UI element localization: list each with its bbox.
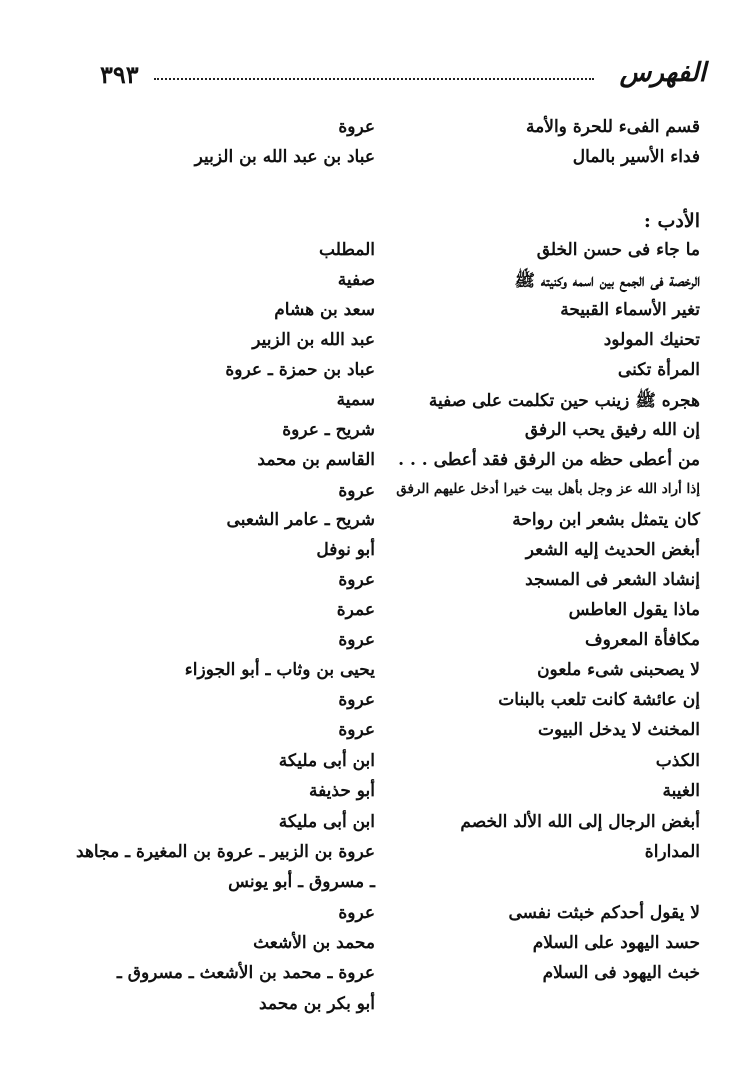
index-row: [60, 360, 700, 390]
index-row: [60, 720, 700, 750]
topic: ماذا يقول العاطس: [568, 600, 700, 620]
narrator: القاسم بن محمد: [257, 450, 375, 470]
index-row: [60, 240, 700, 270]
topic: الرخصة فى الجمع بين اسمه وكنيته ﷺ: [514, 271, 700, 291]
narrator: عروة: [338, 903, 375, 923]
section-heading-row: [60, 210, 700, 240]
index-row: [60, 330, 700, 360]
index-row: [60, 570, 700, 600]
topic: أبغض الحديث إليه الشعر: [525, 540, 700, 560]
topic: المرأة تكنى: [617, 360, 700, 380]
index-row: [60, 660, 700, 690]
topic: لا يقول أحدكم خبثت نفسى: [508, 903, 700, 923]
topic: تغير الأسماء القبيحة: [560, 300, 700, 320]
page-header: [100, 58, 706, 92]
topic: المخنث لا يدخل البيوت: [538, 720, 700, 740]
index-row: [60, 300, 700, 330]
narrator: المطلب: [319, 240, 375, 260]
topic: المداراة: [644, 842, 700, 862]
index-row: [60, 420, 700, 450]
topic: لا يصحبنى شىء ملعون: [537, 660, 700, 680]
narrator: سعد بن هشام: [274, 300, 375, 320]
index-row: [60, 630, 700, 660]
topic: إن عائشة كانت تلعب بالبنات: [498, 690, 700, 710]
narrator: عبد الله بن الزبير: [252, 330, 375, 350]
topic: إنشاد الشعر فى المسجد: [525, 570, 700, 590]
index-row: [60, 751, 700, 781]
index-row: [60, 147, 700, 177]
narrator: محمد بن الأشعث: [253, 933, 375, 953]
index-row: [60, 390, 700, 420]
index-row: [60, 872, 700, 902]
index-row: [60, 481, 700, 511]
index-row: [60, 903, 700, 933]
narrator: عباد بن حمزة ـ عروة: [225, 360, 375, 380]
section-heading: الأدب :: [643, 210, 700, 232]
narrator: عروة: [338, 630, 375, 650]
topic: من أعطى حظه من الرفق فقد أعطى . . .: [398, 450, 700, 470]
topic: كان يتمثل بشعر ابن رواحة: [512, 510, 700, 530]
topic: حسد اليهود على السلام: [532, 933, 700, 953]
topic: قسم الفىء للحرة والأمة: [526, 117, 700, 137]
narrator: عروة ـ محمد بن الأشعث ـ مسروق ـ: [116, 963, 375, 983]
narrator: أبو بكر بن محمد: [259, 994, 375, 1014]
index-row: [60, 933, 700, 963]
header-dotted-rule: [154, 78, 594, 80]
index-row: [60, 270, 700, 300]
topic: تحنيك المولود: [603, 330, 700, 350]
narrator: شريح ـ عامر الشعبى: [226, 510, 375, 530]
narrator: عروة: [338, 117, 375, 137]
narrator: شريح ـ عروة: [282, 420, 375, 440]
narrator: ابن أبى مليكة: [278, 812, 375, 832]
narrator: ـ مسروق ـ أبو يونس: [228, 872, 375, 892]
narrator: أبو حذيفة: [308, 781, 375, 801]
narrator: عباد بن عبد الله بن الزبير: [194, 147, 375, 167]
narrator: ابن أبى مليكة: [278, 751, 375, 771]
index-row: [60, 994, 700, 1024]
narrator: صفية: [337, 270, 375, 290]
index-row: [60, 963, 700, 993]
page-title: الفهرس: [619, 58, 706, 88]
narrator: عروة: [338, 481, 375, 501]
topic: مكافأة المعروف: [585, 630, 700, 650]
topic: الكذب: [655, 751, 700, 771]
index-row: [60, 450, 700, 480]
index-row: [60, 842, 700, 872]
index-row: [60, 690, 700, 720]
topic: إن الله رفيق يحب الرفق: [524, 420, 700, 440]
narrator: عمرة: [336, 600, 375, 620]
index-row: [60, 600, 700, 630]
index-row: [60, 510, 700, 540]
narrator: سمية: [336, 390, 375, 410]
topic: هجره ﷺ زينب حين تكلمت على صفية: [428, 391, 700, 411]
index-row: [60, 540, 700, 570]
topic: ما جاء فى حسن الخلق: [536, 240, 700, 260]
topic: الغيبة: [662, 781, 700, 801]
narrator: عروة: [338, 570, 375, 590]
topic: خبث اليهود فى السلام: [542, 963, 700, 983]
narrator: عروة: [338, 720, 375, 740]
index-row: [60, 781, 700, 811]
topic: إذا أراد الله عز وجل بأهل بيت خيرا أدخل عليهم الرفق: [396, 481, 700, 497]
narrator: عروة بن الزبير ـ عروة بن المغيرة ـ مجاهد: [76, 842, 375, 862]
topic: فداء الأسير بالمال: [572, 147, 700, 167]
topic: أبغض الرجال إلى الله الألد الخصم: [460, 812, 700, 832]
index-row: [60, 117, 700, 147]
narrator: يحيى بن وثاب ـ أبو الجوزاء: [184, 660, 375, 680]
narrator: عروة: [338, 690, 375, 710]
index-row: [60, 812, 700, 842]
page-number: ٣٩٣: [100, 60, 139, 89]
narrator: أبو نوفل: [316, 540, 375, 560]
